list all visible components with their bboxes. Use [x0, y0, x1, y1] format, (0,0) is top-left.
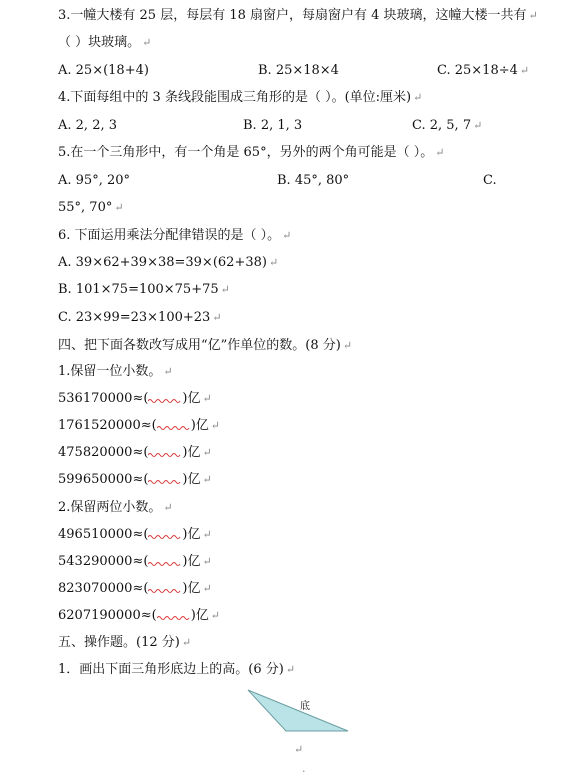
q4-text: 4.下面每组中的 3 条线段能围成三角形的是（ ）。(单位:厘米) ↵ — [58, 90, 423, 105]
conversion-row: 543290000≈( )亿 ↵ — [58, 554, 212, 569]
q4-option-a: A. 2, 2, 3 — [58, 118, 117, 133]
conversion-row: 6207190000≈( )亿 ↵ — [58, 608, 220, 623]
conversion-row: 1761520000≈( )亿 ↵ — [58, 418, 220, 433]
q5-option-c-values: 55°, 70° ↵ — [58, 200, 124, 215]
q5-option-a: A. 95°, 20° — [58, 173, 131, 188]
q3-text: 3.一幢大楼有 25 层，每层有 18 扇窗户，每扇窗户有 4 块玻璃，这幢大楼一共有 ↵ — [58, 8, 538, 23]
conversion-row: 599650000≈( )亿 ↵ — [58, 472, 212, 487]
answer-blank[interactable] — [157, 419, 191, 429]
triangle-shape — [248, 690, 348, 731]
q5-text: 5.在一个三角形中，有一个角是 65°，另外的两个角可能是（ ）。 ↵ — [58, 145, 445, 160]
q3-option-b: B. 25×18×4 — [258, 63, 339, 78]
triangle-base-label: 底 — [300, 701, 310, 712]
paragraph-mark: · — [302, 765, 306, 778]
section4-part2: 2.保留两位小数。 ↵ — [58, 500, 173, 515]
section5-question1: 1．画出下面三角形底边上的高。(6 分) ↵ — [58, 662, 296, 677]
paragraph-mark: ↵ — [294, 743, 304, 756]
answer-blank[interactable] — [148, 446, 182, 456]
answer-blank[interactable] — [148, 473, 182, 483]
q3-option-c: C. 25×18÷4 ↵ — [437, 63, 530, 78]
answer-blank[interactable] — [148, 582, 182, 592]
q3-option-a: A. 25×(18+4) — [58, 63, 149, 78]
answer-blank[interactable] — [148, 528, 182, 538]
conversion-row: 475820000≈( )亿 ↵ — [58, 445, 212, 460]
q4-option-b: B. 2, 1, 3 — [243, 118, 303, 133]
answer-blank[interactable] — [157, 609, 191, 619]
q3-text2: （ ）块玻璃。 ↵ — [58, 35, 152, 50]
q5-option-c: C. — [483, 173, 497, 188]
q6-text: 6. 下面运用乘法分配律错误的是（ ）。 ↵ — [58, 228, 292, 243]
section5-title: 五、操作题。(12 分) ↵ — [58, 635, 192, 650]
q6-option-a: A. 39×62+39×38=39×(62+38) ↵ — [58, 255, 279, 270]
conversion-row: 823070000≈( )亿 ↵ — [58, 581, 212, 596]
q6-option-c: C. 23×99=23×100+23 ↵ — [58, 310, 222, 325]
q5-option-b: B. 45°, 80° — [277, 173, 350, 188]
conversion-row: 496510000≈( )亿 ↵ — [58, 527, 212, 542]
q6-option-b: B. 101×75=100×75+75 ↵ — [58, 282, 230, 297]
answer-blank[interactable] — [148, 555, 182, 565]
section4-title: 四、把下面各数改写成用“亿”作单位的数。(8 分) ↵ — [58, 338, 353, 353]
answer-blank[interactable] — [148, 392, 182, 402]
q4-option-c: C. 2, 5, 7 ↵ — [412, 118, 483, 133]
conversion-row: 536170000≈( )亿 ↵ — [58, 391, 212, 406]
section4-part1: 1.保留一位小数。 ↵ — [58, 364, 173, 379]
